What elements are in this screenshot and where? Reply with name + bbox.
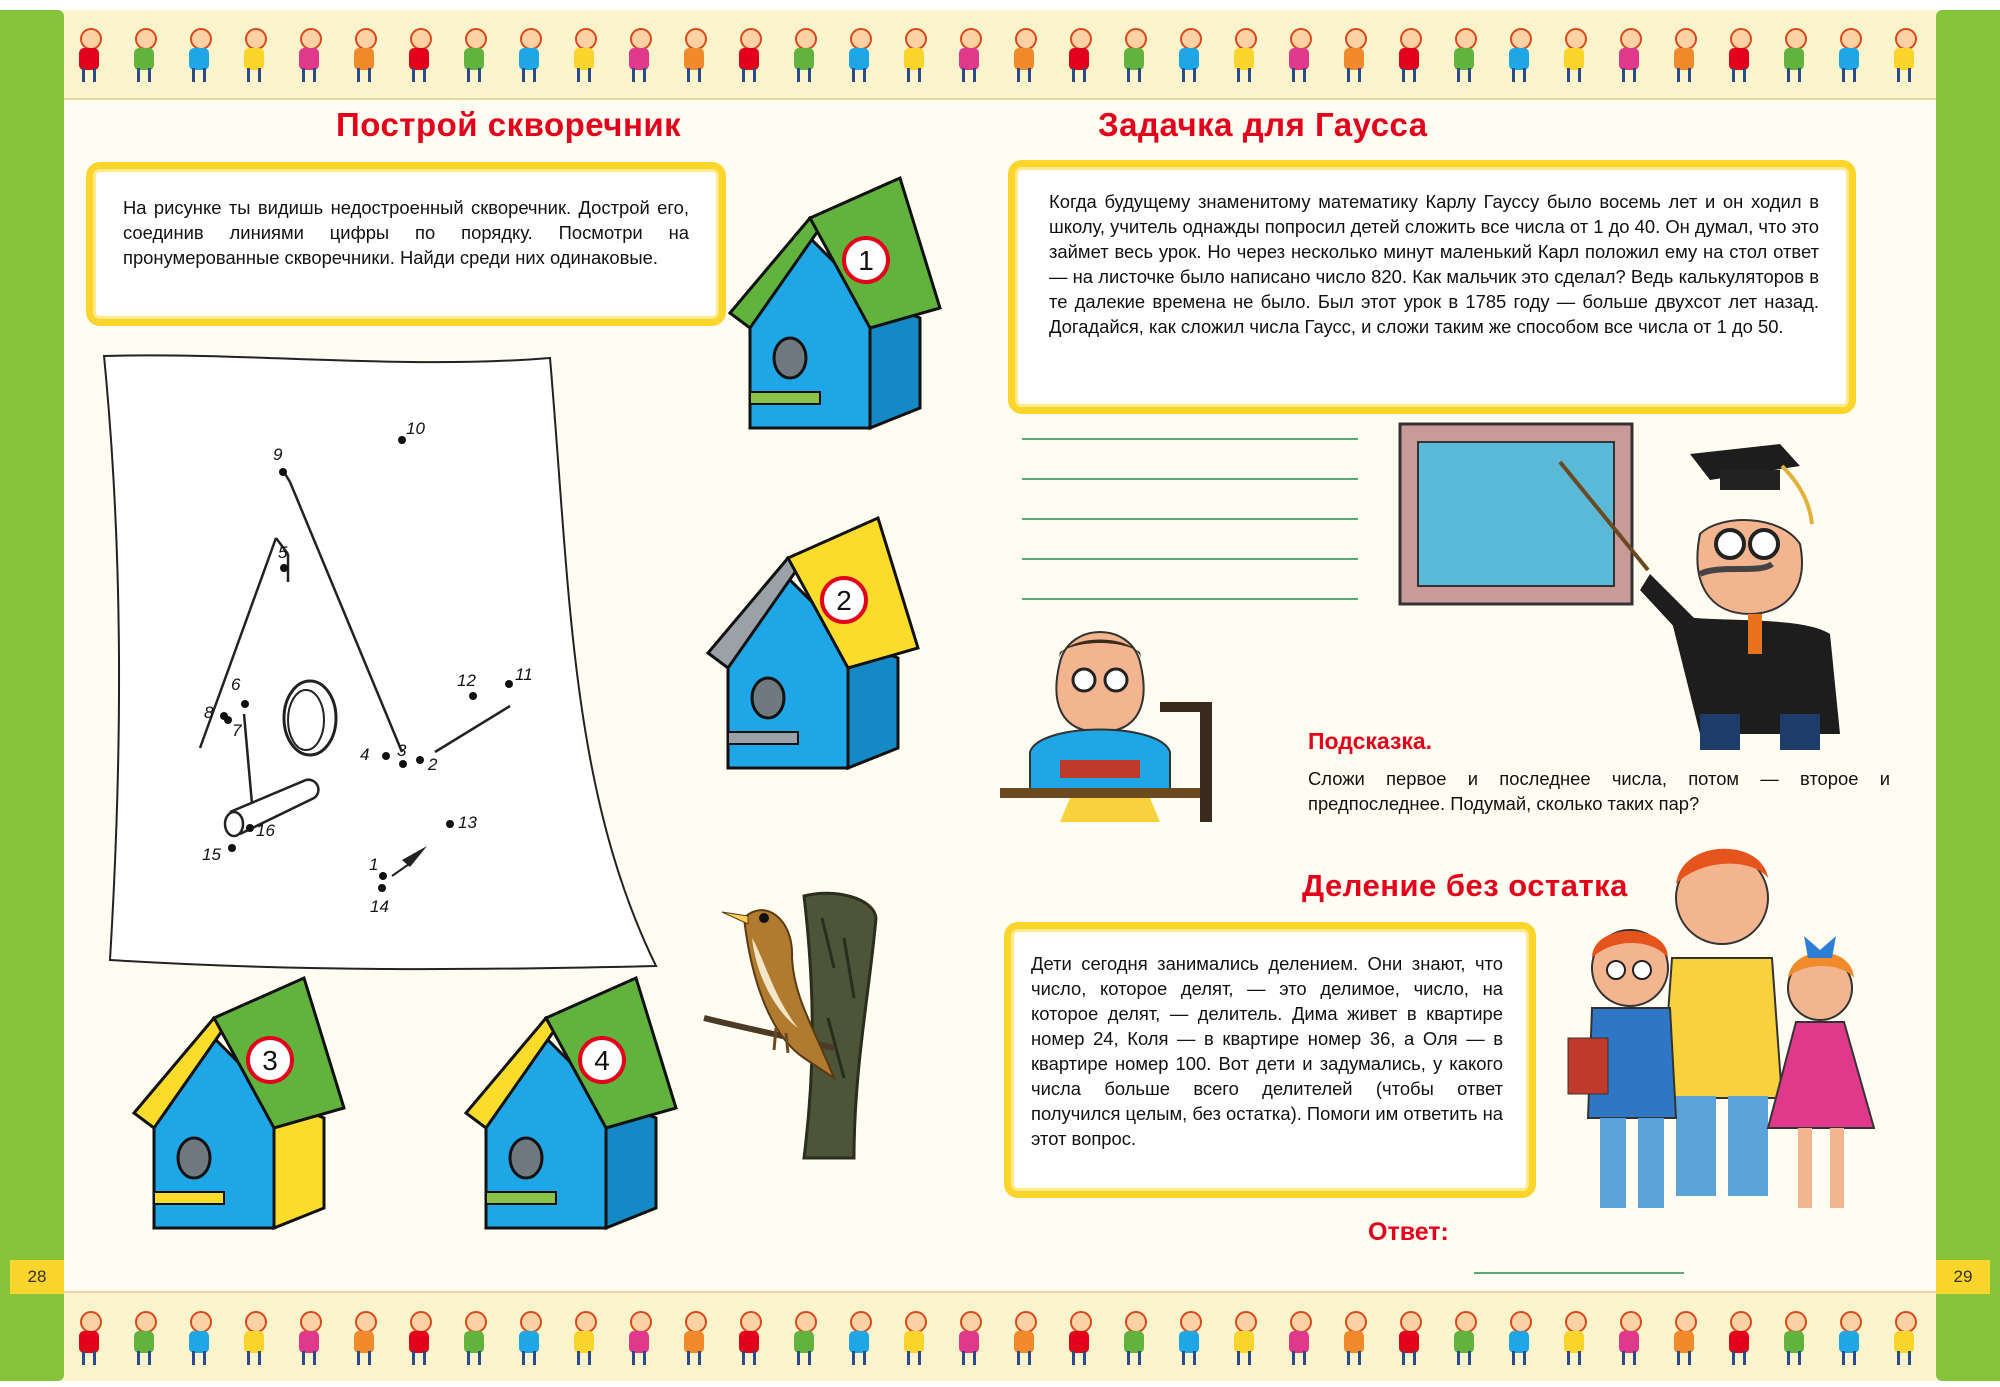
dot-3 [399, 760, 407, 768]
right-green-edge [1936, 10, 2000, 1381]
dot-13 [446, 820, 454, 828]
page-number-right: 29 [1936, 1260, 1990, 1294]
dot-2 [416, 756, 424, 764]
dot-1 [379, 872, 387, 880]
division-task-box [1004, 922, 1536, 1198]
dot-label-1: 1 [369, 855, 379, 874]
dot-label-9: 9 [273, 445, 283, 464]
answer-line-5[interactable] [1022, 598, 1358, 600]
dot-label-14: 14 [370, 897, 389, 916]
birdhouse-2 [668, 518, 928, 818]
answer-line-2[interactable] [1022, 478, 1358, 480]
birdhouse-3 [94, 978, 354, 1278]
dot-11 [505, 680, 513, 688]
dot-6 [241, 700, 249, 708]
birdhouse-2-shape [708, 518, 918, 768]
birdhouse-1 [690, 178, 910, 478]
instructions-text: На рисунке ты видишь недостроенный скворечник. Дострой его, соединив линиями цифры по порядку. Посмотри на пронумерованные скворечники. Найди среди них одинаковые. [123, 197, 689, 268]
birdhouse-3-number: 3 [262, 1045, 278, 1076]
answer-line-4[interactable] [1022, 558, 1358, 560]
dot-16 [246, 824, 254, 832]
page-number-left: 28 [10, 1260, 64, 1294]
page-title-gauss: Задачка для Гаусса [1098, 106, 1428, 143]
dot-label-3: 3 [397, 741, 407, 760]
page-title-birdhouse: Построй скворечник [336, 106, 682, 143]
division-task-text: Дети сегодня занимались делением. Они знают, что число, которое делят, — это делимое, число, на которое делят, — делитель. Дима живет в квартире номер 24, Коля — в квартире номер 36, а Оля — в квартире номер 100. Вот дети и задумались, у какого числа больше всего делителей (чтобы ответ получился целым, без остатка). Помоги им ответить на этот вопрос. [1031, 953, 1503, 1149]
answer-line-1[interactable] [1022, 438, 1358, 440]
birdhouse-4-number: 4 [594, 1045, 610, 1076]
hint-text: Сложи первое и последнее числа, потом — второе и предпоследнее. Подумай, сколько таких пар? [1308, 768, 1890, 814]
teacher-blackboard-illustration [1400, 414, 1880, 754]
dot-9 [279, 468, 287, 476]
three-children-illustration [1552, 838, 1882, 1218]
dot-label-6: 6 [231, 675, 241, 694]
dot-label-7: 7 [232, 721, 242, 740]
birdhouse-2-number: 2 [836, 585, 852, 616]
dot-10 [398, 436, 406, 444]
hint-title: Подсказка. [1308, 728, 1433, 754]
birdhouse-4-shape [466, 978, 676, 1228]
dot-label-11: 11 [515, 665, 533, 684]
birdhouse-3-shape [134, 978, 344, 1228]
dot-label-10: 10 [406, 419, 425, 438]
hole-inner [288, 690, 324, 750]
instructions-box [86, 162, 726, 326]
dot-label-5: 5 [278, 543, 288, 562]
dot-8 [220, 712, 228, 720]
birdhouse-1-number: 1 [858, 245, 874, 276]
dot-label-16: 16 [256, 821, 275, 840]
birdhouse-1-shape [730, 178, 940, 428]
gauss-task-box [1008, 160, 1856, 414]
left-page [27, 10, 1000, 1381]
student-at-desk-illustration [1000, 622, 1240, 822]
birdhouse-4 [426, 978, 686, 1278]
dot-label-8: 8 [204, 703, 214, 722]
dot-12 [469, 692, 477, 700]
page-title-division: Деление без остатка [1302, 868, 1628, 903]
dot-15 [228, 844, 236, 852]
gauss-task-text: Когда будущему знаменитому математику Карлу Гауссу было восемь лет и он ходил в школу, учитель однажды попросил детей сложить все числа от 1 до 40. Он думал, что это займет весь урок. Но через несколько минут маленький Карл положил ему на стол ответ — на листочке было написано число 820. Как мальчик это сделал? Ведь калькуляторов в те далекие времена не было. Был этот урок в 1785 году — больше двухсот лет назад. Догадайся, как сложил числа Гаусс, и сложи таким же способом все числа от 1 до 50. [1049, 191, 1819, 337]
dot-label-12: 12 [457, 671, 476, 690]
dot-4 [382, 752, 390, 760]
dot-label-4: 4 [360, 745, 370, 764]
right-page [1000, 10, 1973, 1381]
dot-14 [378, 884, 386, 892]
dot-label-2: 2 [428, 755, 438, 774]
answer-label: Ответ: [1368, 1218, 1449, 1246]
answer-line-3[interactable] [1022, 518, 1358, 520]
dot-label-13: 13 [458, 813, 477, 832]
dot-label-15: 15 [202, 845, 221, 864]
left-green-edge [0, 10, 64, 1381]
bird-on-branch-image [704, 878, 924, 1168]
dot-to-dot-sheet [100, 340, 660, 980]
answer-input-line[interactable] [1474, 1272, 1684, 1274]
dot-5 [280, 564, 288, 572]
book-spread [27, 10, 1973, 1381]
